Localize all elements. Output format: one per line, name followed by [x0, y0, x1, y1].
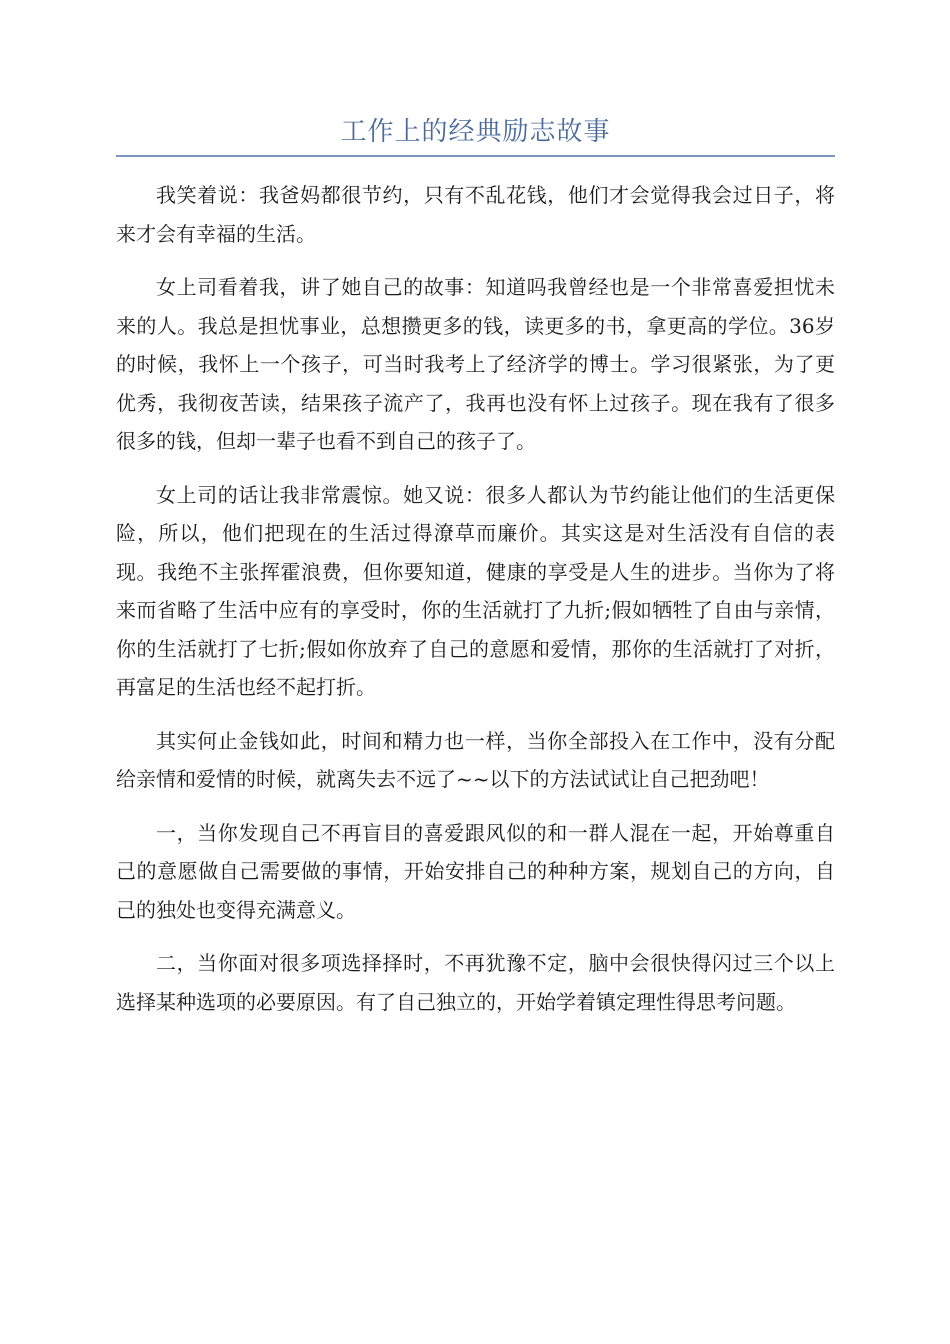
paragraph: 女上司的话让我非常震惊。她又说：很多人都认为节约能让他们的生活更保险，所以，他们把现在的生活过得潦草而廉价。其实这是对生活没有自信的表现。我绝不主张挥霍浪费，但你要知道，健康的享受是人生的进步。当你为了将来而省略了生活中应有的享受时，你的生活就打了九折;假如牺牲了自由与亲情，你的生活就打了七折;假如你放弃了自己的意愿和爱情，那你的生活就打了对折，再富足的生活也经不起打折。 — [116, 482, 835, 699]
paragraph: 二，当你面对很多项选择择时，不再犹豫不定，脑中会很快得闪过三个以上选择某种选项的必要原因。有了自己独立的，开始学着镇定理性得思考问题。 — [116, 951, 835, 1014]
title-underline — [116, 155, 835, 157]
document-title: 工作上的经典励志故事 — [340, 117, 611, 147]
document-body — [116, 176, 835, 1036]
paragraph: 女上司看着我，讲了她自己的故事：知道吗我曾经也是一个非常喜爱担忧未来的人。我总是担忧事业，总想攒更多的钱，读更多的书，拿更高的学位。36岁的时候，我怀上一个孩子，可当时我考上了经济学的博士。学习很紧张，为了更优秀，我彻夜苦读，结果孩子流产了，我再也没有怀上过孩子。现在我有了很多很多的钱，但却一辈子也看不到自己的孩子了。 — [116, 275, 835, 453]
paragraph: 其实何止金钱如此，时间和精力也一样，当你全部投入在工作中，没有分配给亲情和爱情的时候，就离失去不远了~~以下的方法试试让自己把劲吧！ — [116, 728, 835, 791]
paragraph: 我笑着说：我爸妈都很节约，只有不乱花钱，他们才会觉得我会过日子，将来才会有幸福的生活。 — [116, 183, 835, 246]
paragraph: 一，当你发现自己不再盲目的喜爱跟风似的和一群人混在一起，开始尊重自己的意愿做自己需要做的事情，开始安排自己的种种方案，规划自己的方向，自己的独处也变得充满意义。 — [116, 820, 835, 922]
